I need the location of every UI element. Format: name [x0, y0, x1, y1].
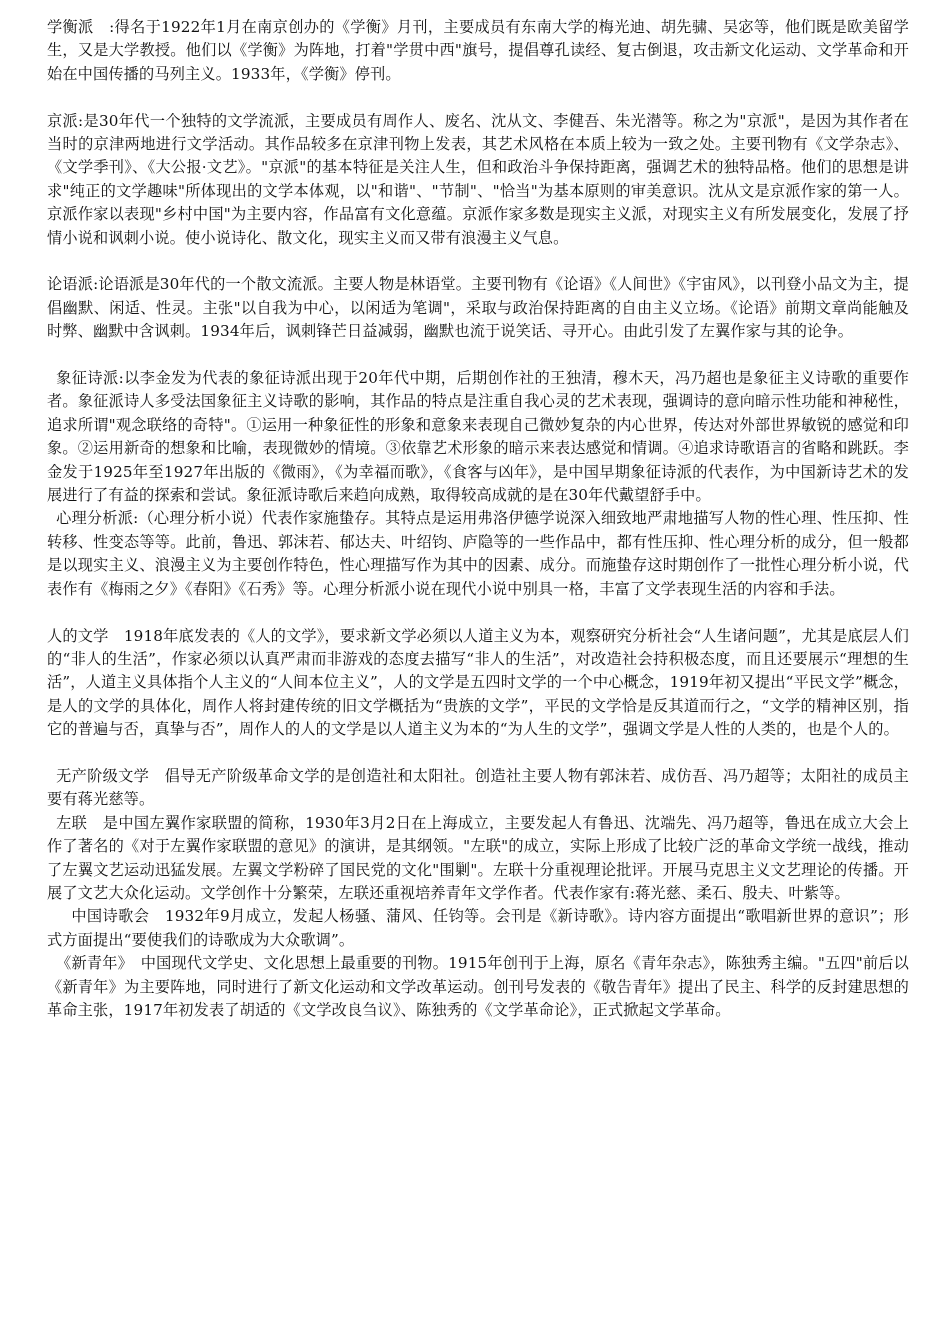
paragraph-xinli: 心理分析派:（心理分析小说）代表作家施蛰存。其特点是运用弗洛伊德学说深入细致地严肃地描写人物的性心理、性压抑、性转移、性变态等等。此前，鲁迅、郭沫若、郁达夫、叶绍钧、庐隐等的一些作品中，都有性压抑、性心理分析的成分，但一般都是以现实主义、浪漫主义为主要创作特色，性心理描写作为其中的因素、成分。而施蛰存这时期创作了一批性心理分析小说，代表作有《梅雨之夕》《春阳》《石秀》等。心理分析派小说在现代小说中别具一格，丰富了文学表现生活的内容和手法。 — [47, 509, 909, 598]
paragraph-xinqingnian: 《新青年》 中国现代文学史、文化思想上最重要的刊物。1915年创刊于上海，原名《青年杂志》，陈独秀主编。"五四"前后以《新青年》为主要阵地，同时进行了新文化运动和文学改革运动。创刊号发表的《敬告青年》提出了民主、科学的反封建思想的革命主张，1917年初发表了胡适的《文学改良刍议》、陈独秀的《文学革命论》，正式掀起文学革命。 — [47, 954, 909, 1019]
paragraph-jingpai: 京派:是30年代一个独特的文学流派，主要成员有周作人、废名、沈从文、李健吾、朱光潜等。称之为"京派"，是因为其作者在当时的京津两地进行文学活动。其作品较多在京津刊物上发表，其艺术风格在本质上较为一致之处。主要刊物有《文学杂志》、《文学季刊》、《大公报·文艺》。"京派"的基本特征是关注人生，但和政治斗争保持距离，强调艺术的独特品格。他们的思想是讲求"纯正的文学趣味"所体现出的文学本体观，以"和谐"、"节制"、"恰当"为基本原则的审美意识。沈从文是京派作家的第一人。京派作家以表现"乡村中国"为主要内容，作品富有文化意蕴。京派作家多数是现实主义派，对现实主义有所发展变化，发展了抒情小说和讽刺小说。使小说诗化、散文化，现实主义而又带有浪漫主义气息。 — [47, 111, 909, 247]
paragraph-lunyu: 论语派:论语派是30年代的一个散文流派。主要人物是林语堂。主要刊物有《论语》《人间世》《宇宙风》，以刊登小品文为主，提倡幽默、闲适、性灵。主张"以自我为中心，以闲适为笔调"，采取与政治保持距离的自由主义立场。《论语》前期文章尚能触及时弊、幽默中含讽刺。1934年后，讽刺锋芒日益减弱，幽默也流于说笑话、寻开心。由此引发了左翼作家与其的论争。 — [47, 275, 909, 341]
paragraph-xiangzheng: 象征诗派:以李金发为代表的象征诗派出现于20年代中期，后期创作社的王独清，穆木天，冯乃超也是象征主义诗歌的重要作者。象征派诗人多受法国象征主义诗歌的影响，其作品的特点是注重自我心灵的艺术表现，强调诗的意向暗示性功能和神秘性，追求所谓"观念联络的奇特"。①运用一种象征性的形象和意象来表现自己微妙复杂的内心世界，传达对外部世界敏锐的感觉和印象。②运用新奇的想象和比喻，表现微妙的情境。③依靠艺术形象的暗示来表达感觉和情调。④追求诗歌语言的省略和跳跃。李金发于1925年至1927年出版的《微雨》，《为幸福而歌》，《食客与凶年》，是中国早期象征诗派的代表作，为中国新诗艺术的发展进行了有益的探索和尝试。象征派诗歌后来趋向成熟，取得较高成就的是在30年代戴望舒手中。 — [47, 369, 909, 505]
paragraph-xueheng: 学衡派 :得名于1922年1月在南京创办的《学衡》月刊，主要成员有东南大学的梅光迪、胡先骕、吴宓等，他们既是欧美留学生，又是大学教授。他们以《学衡》为阵地，打着"学贯中西"旗号，提倡尊孔读经、复古倒退，攻击新文化运动、文学革命和开始在中国传播的马列主义。1933年，《学衡》停刊。 — [47, 18, 909, 83]
paragraph-gap — [47, 742, 909, 765]
paragraph-zuolian: 左联 是中国左翼作家联盟的简称，1930年3月2日在上海成立，主要发起人有鲁迅、沈端先、冯乃超等，鲁迅在成立大会上作了著名的《对于左翼作家联盟的意见》的演讲，是其纲领。"左联"的成立，实际上形成了比较广泛的革命文学统一战线，推动了左翼文艺运动迅猛发展。左翼文学粉碎了国民党的文化"围剿"。左联十分重视理论批评。开展马克思主义文艺理论的传播。开展了文艺大众化运动。文学创作十分繁荣，左联还重视培养青年文学作者。代表作家有:蒋光慈、柔石、殷夫、叶紫等。 — [47, 813, 909, 902]
paragraph-shigehui: 中国诗歌会 1932年9月成立，发起人杨骚、蒲风、任钧等。会刊是《新诗歌》。诗内容方面提出“歌唱新世界的意识”；形式方面提出“要使我们的诗歌成为大众歌调”。 — [47, 907, 909, 949]
paragraph-wuchan: 无产阶级文学 倡导无产阶级革命文学的是创造社和太阳社。创造社主要人物有郭沫若、成仿吾、冯乃超等；太阳社的成员主要有蒋光慈等。 — [47, 766, 909, 809]
paragraph-renwenxue: 人的文学 1918年底发表的《人的文学》，要求新文学必须以人道主义为本，观察研究分析社会“人生诸问题”，尤其是底层人们的“非人的生活”，作家必须以认真严肃而非游戏的态度去描写“非人的生活”，对改造社会持积极态度，而且还要展示“理想的生活”，人道主义具体指个人主义的“人间本位主义”，人的文学是五四时文学的一个中心概念，1919年初又提出“平民文学”概念，是人的文学的具体化，周作人将封建传统的旧文学概括为“贵族的文学”，平民的文学恰是反其道而行之，“文学的精神区别，指它的普遍与否，真挚与否”，周作人的人的文学是以人道主义为本的“为人生的文学”，强调文学是人性的人类的，也是个人的。 — [47, 626, 909, 739]
paragraph-gap — [47, 86, 909, 109]
paragraph-gap — [47, 344, 909, 367]
paragraph-gap — [47, 250, 909, 273]
document-page — [47, 16, 909, 1022]
paragraph-gap — [47, 601, 909, 624]
